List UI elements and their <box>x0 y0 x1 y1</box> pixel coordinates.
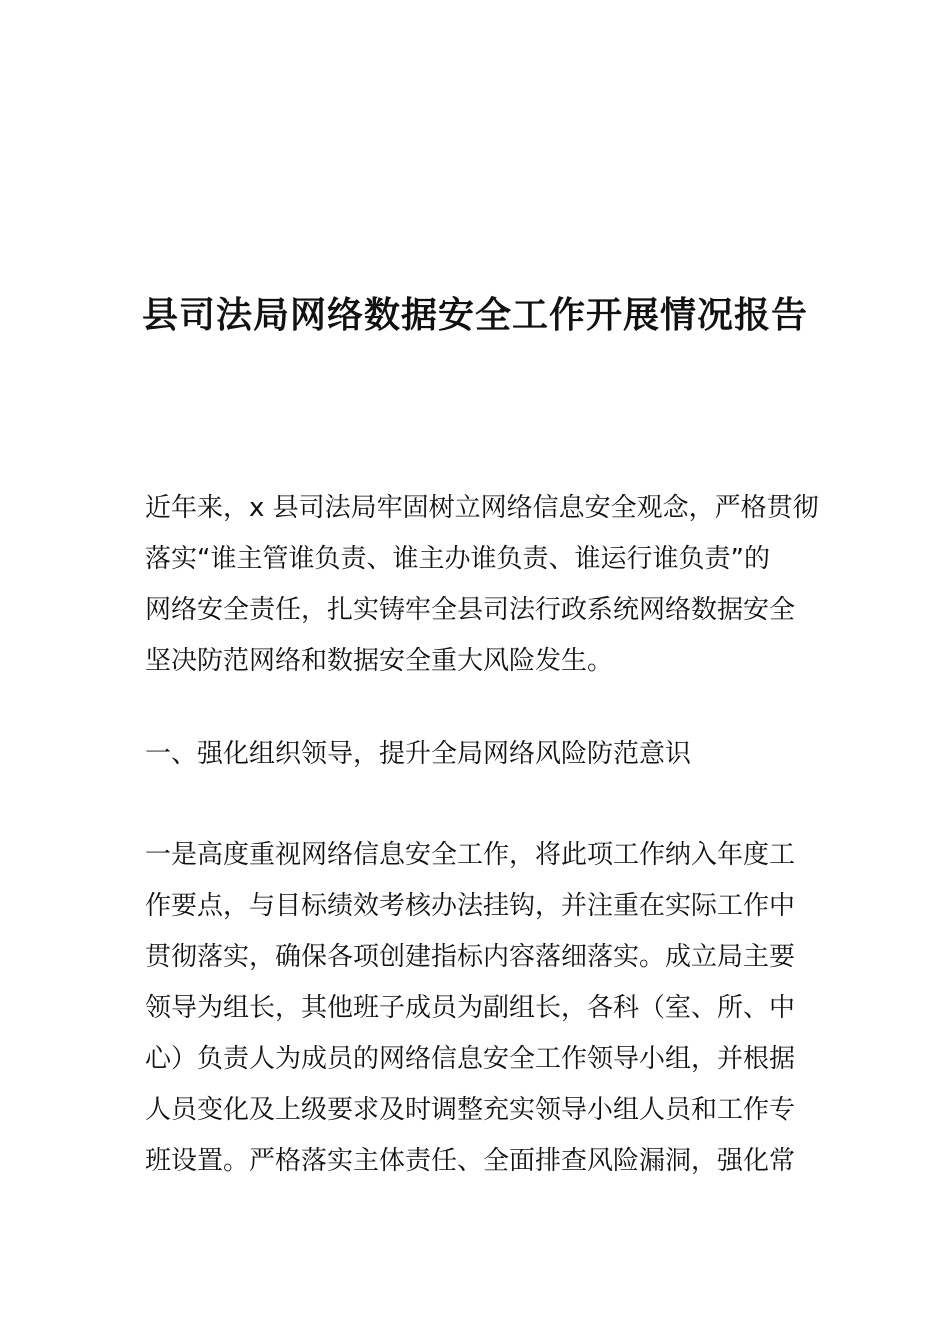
section-line: 一是高度重视网络信息安全工作，将此项工作纳入年度工 <box>145 840 796 870</box>
section-line: 贯彻落实，确保各项创建指标内容落细落实。成立局主要 <box>145 942 796 972</box>
section-paragraph <box>145 830 810 1187</box>
section-line: 作要点，与目标绩效考核办法挂钩，并注重在实际工作中 <box>145 891 796 921</box>
section-heading <box>145 729 810 780</box>
intro-line: 网络安全责任，扎实铸牢全县司法行政系统网络数据安全 <box>145 595 796 625</box>
intro-line: 坚决防范网络和数据安全重大风险发生。 <box>145 646 614 676</box>
section-line: 心）负责人为成员的网络信息安全工作领导小组，并根据 <box>145 1044 796 1074</box>
section-line: 人员变化及上级要求及时调整充实领导小组人员和工作专 <box>145 1095 796 1125</box>
section-line: 班设置。严格落实主体责任、全面排查风险漏洞，强化常 <box>145 1146 796 1176</box>
intro-line: 落实“谁主管谁负责、谁主办谁负责、谁运行谁负责”的 <box>145 544 770 574</box>
document-title: 县司法局网络数据安全工作开展情况报告 <box>141 295 808 336</box>
intro-line: 近年来，x 县司法局牢固树立网络信息安全观念，严格贯彻 <box>145 493 819 523</box>
section-line: 领导为组长，其他班子成员为副组长，各科（室、所、中 <box>145 993 796 1023</box>
section-heading-text: 一、强化组织领导，提升全局网络风险防范意识 <box>145 739 692 769</box>
intro-paragraph <box>145 483 819 687</box>
